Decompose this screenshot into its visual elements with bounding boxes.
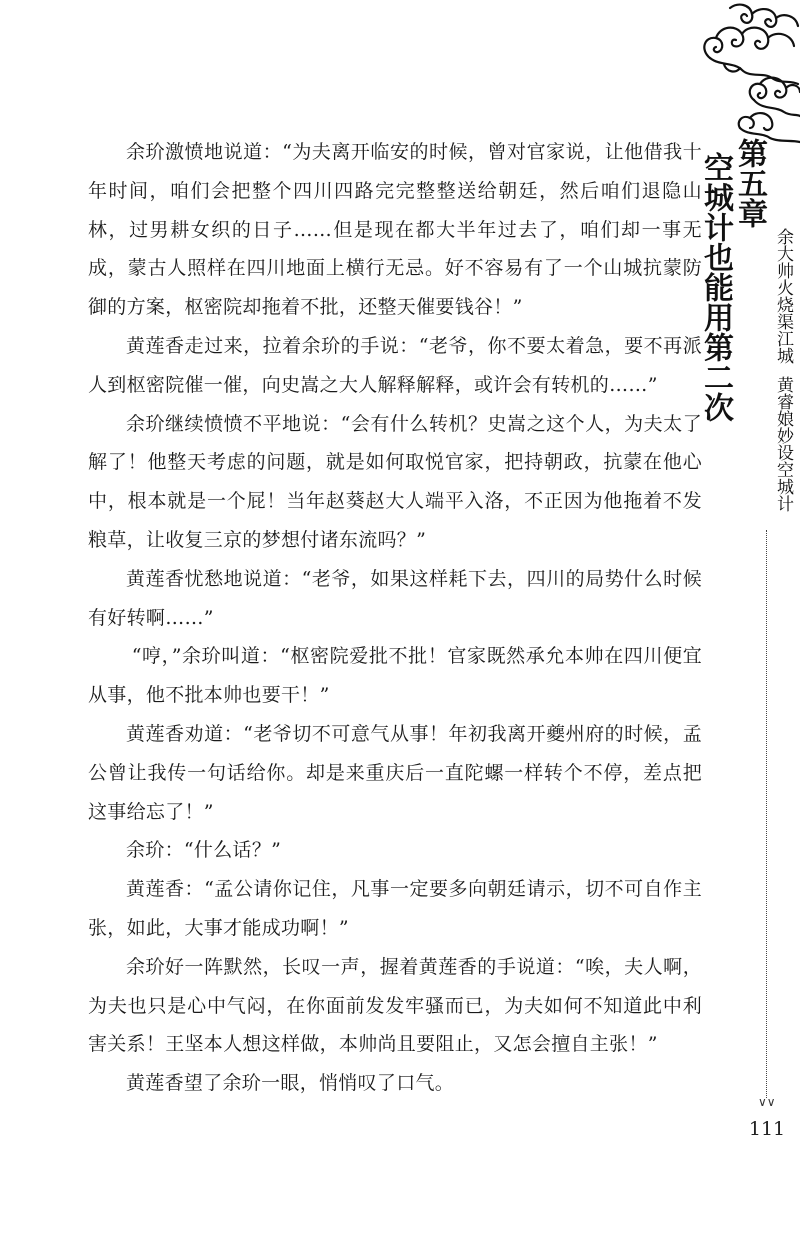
chapter-number: 第五章 — [732, 138, 767, 228]
margin-dotted-rule — [766, 530, 767, 1098]
chevron-down-icon: ∨∨ — [758, 1095, 776, 1109]
page-number: 111 — [748, 1118, 786, 1140]
paragraph: 黄莲香走过来，拉着余玠的手说：“老爷，你不要太着急，要不再派人到枢密院催一催，向史嵩之大人解释解释，或许会有转机的……” — [88, 334, 702, 396]
subtitle-part-1: 余大帅火烧渠江城 — [773, 228, 793, 364]
paragraph: 余玠：“什么话？” — [126, 839, 282, 862]
chapter-heading — [698, 138, 767, 422]
chapter-subtitle — [771, 228, 795, 512]
paragraph: 余玠好一阵默然，长叹一声，握着黄莲香的手说道：“唉，夫人啊，为夫也只是心中气闷，在你面前发发牢骚而已，为夫如何不知道此中利害关系！王坚本人想这样做，本帅尚且要阻止，又怎会擅自主张！” — [88, 955, 702, 1056]
subtitle-part-2: 黄睿娘妙设空城计 — [773, 376, 793, 512]
paragraph: 黄莲香劝道：“老爷切不可意气从事！年初我离开夔州府的时候，孟公曾让我传一句话给你。却是来重庆后一直陀螺一样转个不停，差点把这事给忘了！” — [88, 722, 702, 823]
cloud-ornament-icon — [690, 0, 800, 150]
paragraph: 黄莲香忧愁地说道：“老爷，如果这样耗下去，四川的局势什么时候有好转啊……” — [88, 567, 702, 629]
paragraph: 黄莲香：“孟公请你记住，凡事一定要多向朝廷请示，切不可自作主张，如此，大事才能成功啊！” — [88, 878, 702, 939]
chapter-title: 空城计也能用第二次 — [698, 152, 733, 422]
paragraph: 黄莲香望了余玠一眼，悄悄叹了口气。 — [126, 1072, 455, 1095]
body-text — [88, 133, 702, 1103]
paragraph: “哼，”余玠叫道：“枢密院爱批不批！官家既然承允本帅在四川便宜从事，他不批本帅也要干！” — [88, 645, 702, 707]
paragraph: 余玠继续愤愤不平地说：“会有什么转机？史嵩之这个人，为夫太了解了！他整天考虑的问题，就是如何取悦官家，把持朝政，抗蒙在他心中，根本就是一个屁！当年赵葵赵大人端平入洛，不正因为他拖着不发粮草，让收复三京的梦想付诸东流吗？” — [88, 412, 702, 551]
paragraph: 余玠激愤地说道：“为夫离开临安的时候，曾对官家说，让他借我十年时间，咱们会把整个四川四路完完整整送给朝廷，然后咱们退隐山林，过男耕女织的日子……但是现在都大半年过去了，咱们却一事无成，蒙古人照样在四川地面上横行无忌。好不容易有了一个山城抗蒙防御的方案，枢密院却拖着不批，还整天催要钱谷！” — [88, 141, 702, 319]
